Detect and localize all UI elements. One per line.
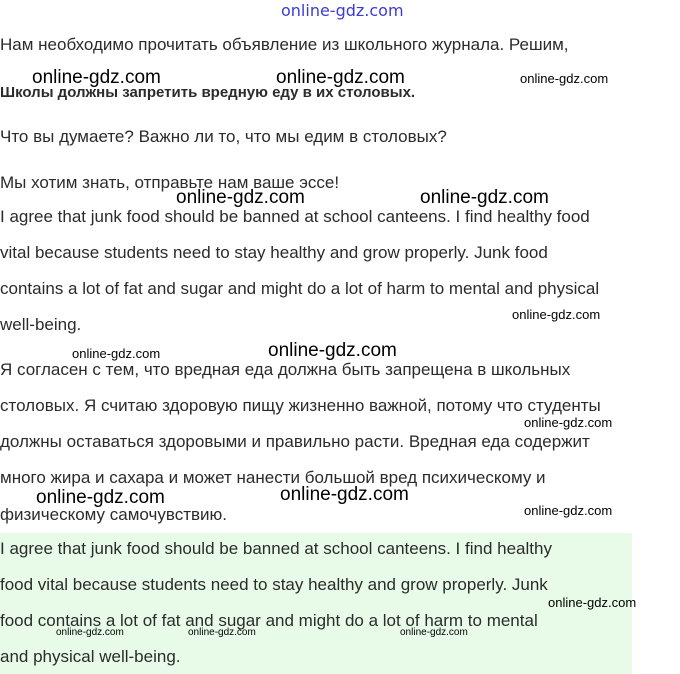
answer-line: food vital because students need to stay healthy and grow properly. Junk: [0, 575, 548, 594]
watermark: online-gdz.com: [548, 595, 637, 610]
watermark: online-gdz.com: [36, 487, 165, 508]
answer-line: I agree that junk food should be banned at school canteens. I find healthy: [0, 539, 552, 558]
watermark: online-gdz.com: [420, 187, 549, 208]
task-request: Мы хотим знать, отправьте нам ваше эссе!: [0, 173, 340, 192]
watermark: online-gdz.com: [72, 346, 161, 361]
essay-ru-line: много жира и сахара и может нанести большой вред психическому и: [0, 468, 546, 487]
task-intro: Нам необходимо прочитать объявление из школьного журнала. Решим,: [0, 35, 569, 54]
answer-line: food contains a lot of fat and sugar and might do a lot of harm to mental: [0, 611, 538, 630]
essay-en-line: well-being.: [0, 315, 82, 334]
task-topic: Школы должны запретить вредную еду в их столовых.: [0, 84, 416, 101]
essay-ru-line: столовых. Я считаю здоровую пищу жизненно важной, потому что студенты: [0, 396, 601, 415]
watermark: online-gdz.com: [280, 484, 409, 505]
watermark: online-gdz.com: [512, 307, 601, 322]
essay-ru-line: должны оставаться здоровыми и правильно расти. Вредная еда содержит: [0, 432, 590, 451]
watermark: online-gdz.com: [524, 415, 613, 430]
essay-ru-line: Я согласен с тем, что вредная еда должна быть запрещена в школьных: [0, 360, 571, 379]
watermark: online-gdz.com: [520, 71, 609, 86]
essay-en-line: I agree that junk food should be banned at school canteens. I find healthy food: [0, 207, 590, 226]
watermark: online-gdz.com: [32, 67, 161, 88]
watermark: online-gdz.com: [176, 187, 305, 208]
task-question: Что вы думаете? Важно ли то, что мы едим в столовых?: [0, 127, 447, 146]
watermark: online-gdz.com: [188, 627, 256, 638]
watermark: online-gdz.com: [524, 503, 613, 518]
essay-ru-line: физическому самочувствию.: [0, 505, 227, 524]
watermark: online-gdz.com: [276, 67, 405, 88]
essay-en-line: vital because students need to stay healthy and grow properly. Junk food: [0, 243, 548, 262]
header-watermark: online-gdz.com: [281, 1, 404, 20]
answer-line: and physical well-being.: [0, 647, 181, 666]
watermark: online-gdz.com: [400, 627, 468, 638]
watermark: online-gdz.com: [268, 340, 397, 361]
watermark: online-gdz.com: [56, 627, 124, 638]
essay-en-line: contains a lot of fat and sugar and might do a lot of harm to mental and physical: [0, 279, 600, 298]
